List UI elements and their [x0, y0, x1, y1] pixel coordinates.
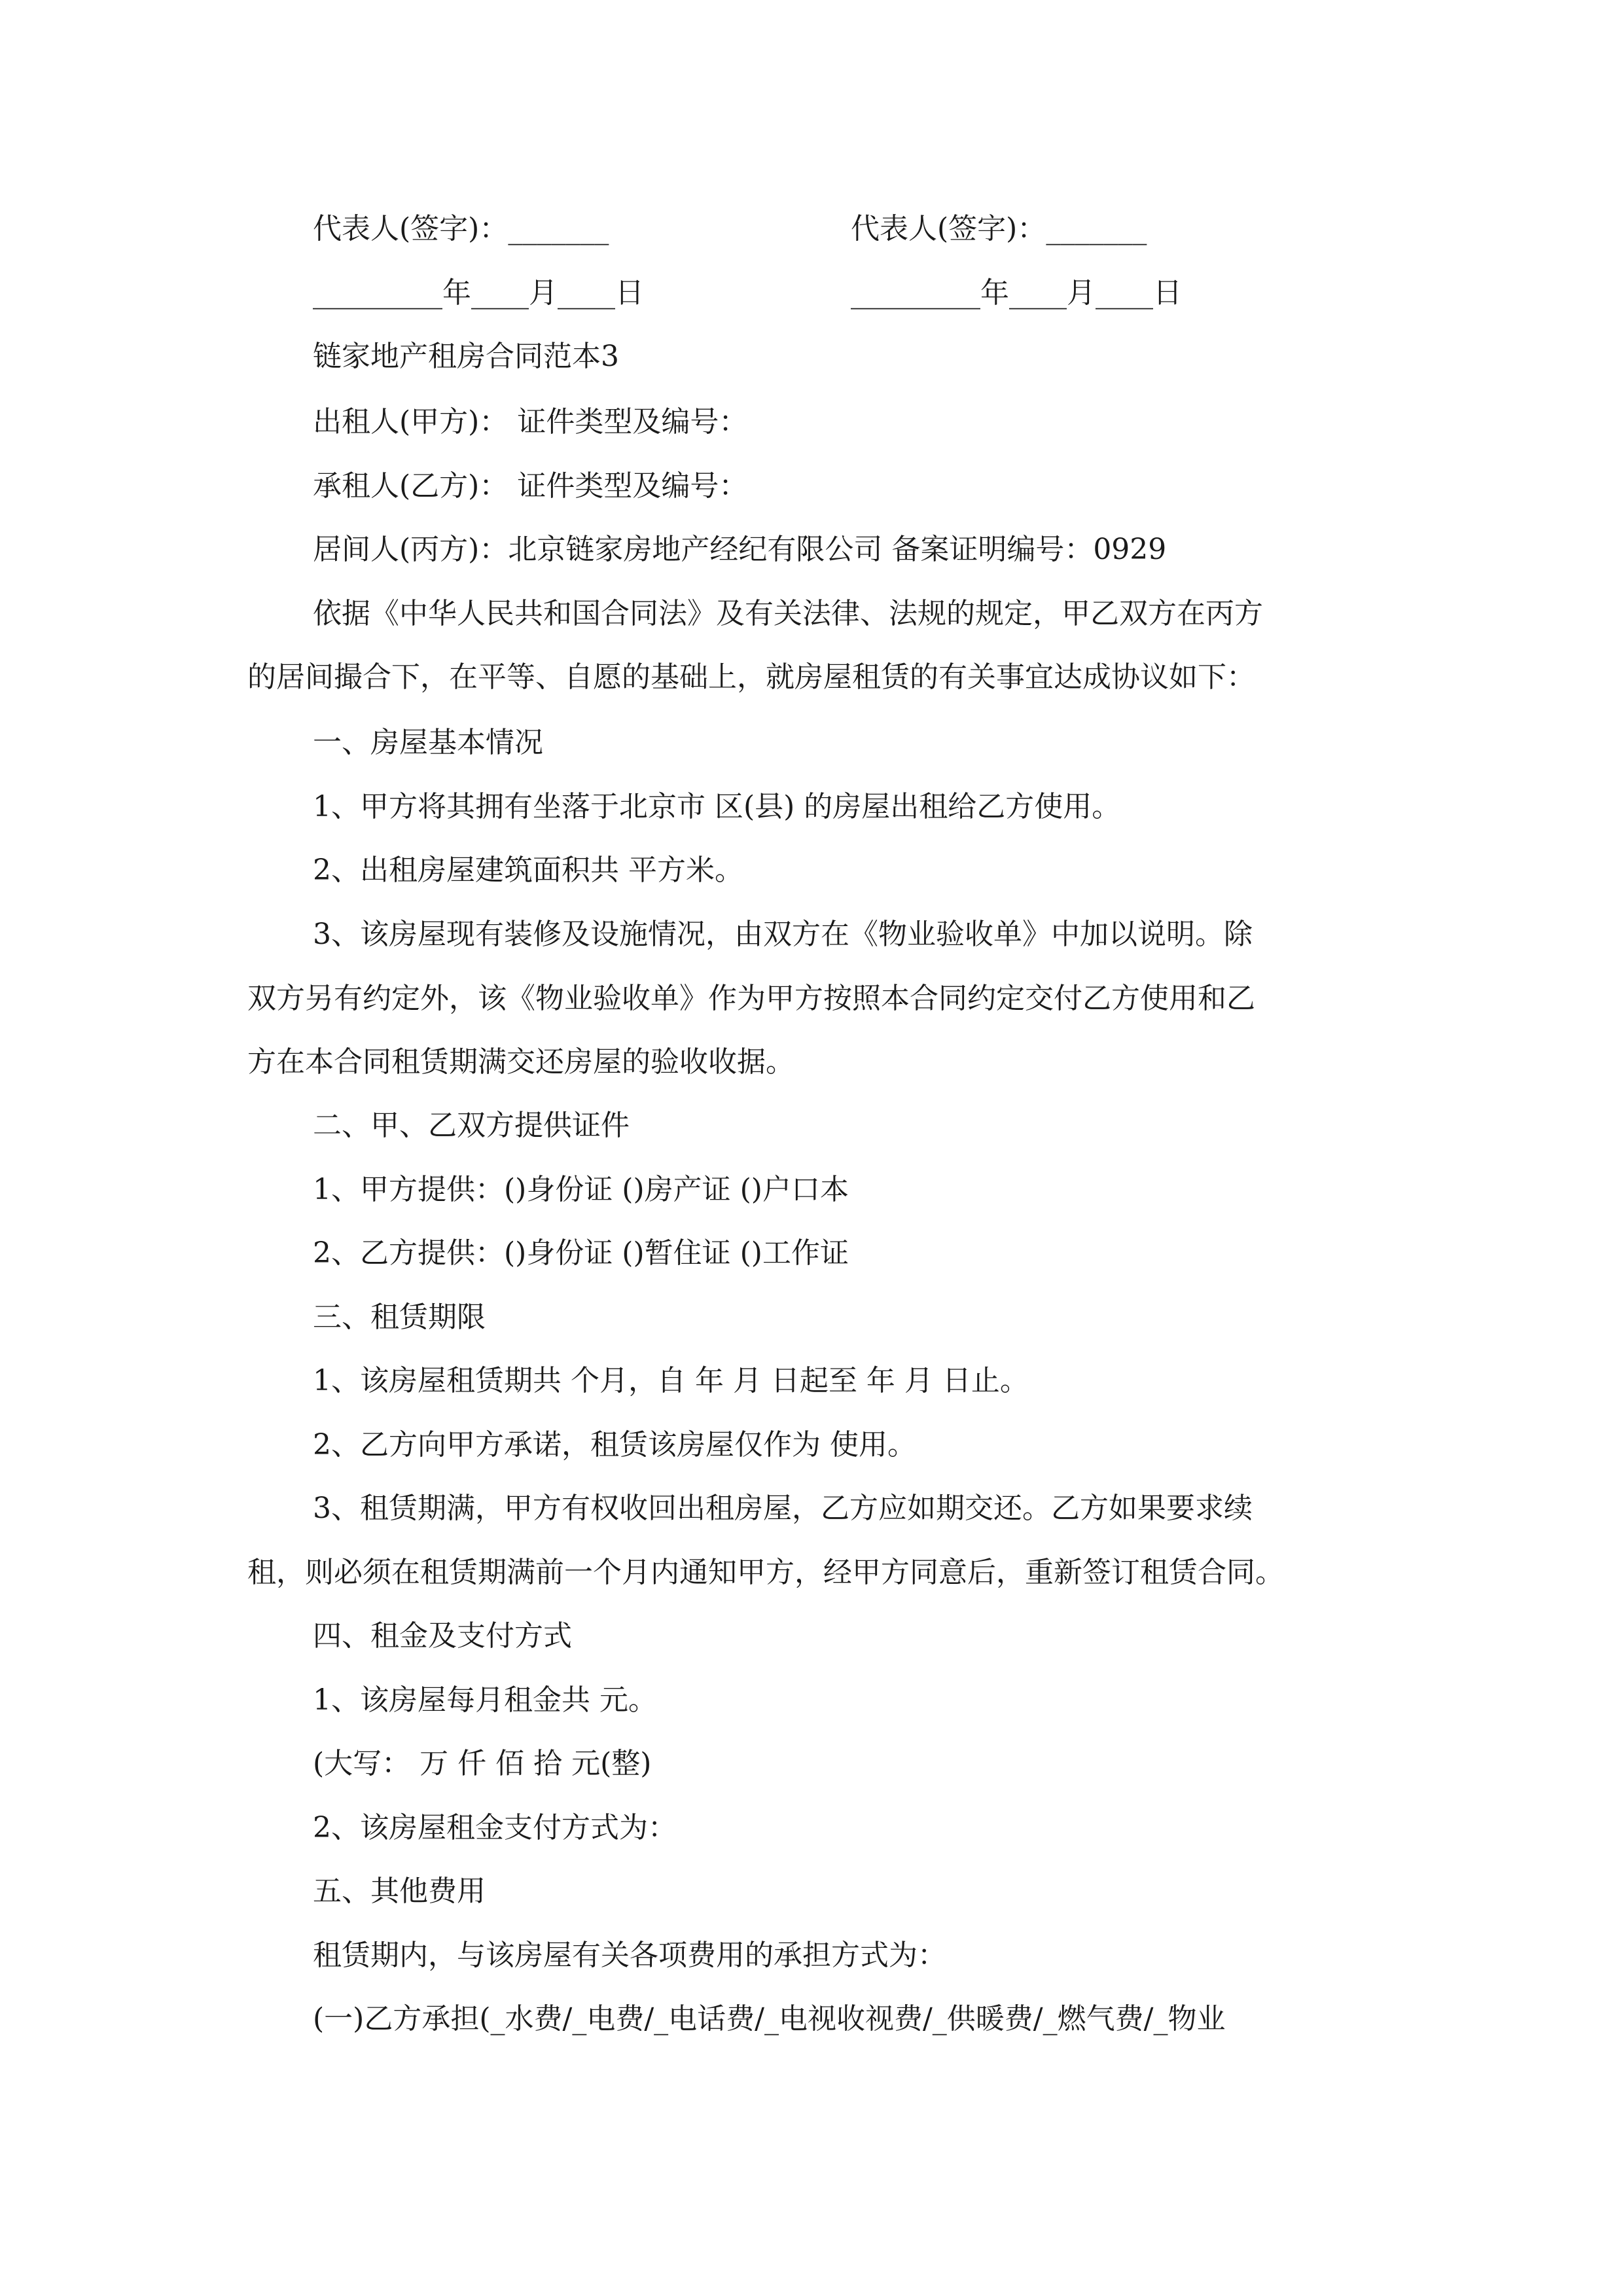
intro-paragraph-line-2: 的居间撮合下，在平等、自愿的基础上，就房屋租赁的有关事宜达成协议如下：: [247, 660, 1255, 694]
section-1-item-1: 1、甲方将其拥有坐落于北京市 区(县) 的房屋出租给乙方使用。: [313, 790, 1121, 823]
section-1-item-3-line-3: 方在本合同租赁期满交还房屋的验收收据。: [247, 1045, 794, 1079]
section-1-item-3-line-2: 双方另有约定外，该《物业验收单》作为甲方按照本合同约定交付乙方使用和乙: [247, 982, 1255, 1015]
section-5-heading: 五、其他费用: [313, 1874, 486, 1908]
left-representative-signature: 代表人(签字)：_______: [313, 212, 609, 245]
section-3-item-3-line-1: 3、租赁期满，甲方有权收回出租房屋，乙方应如期交还。乙方如果要求续: [313, 1492, 1253, 1525]
section-4-capital-amount: (大写： 万 仟 佰 拾 元(整): [313, 1747, 652, 1780]
lessee-line: 承租人(乙方)： 证件类型及编号：: [313, 469, 748, 503]
section-4-item-2: 2、该房屋租金支付方式为：: [313, 1811, 677, 1844]
contract-title: 链家地产租房合同范本3: [313, 340, 619, 373]
section-3-item-2: 2、乙方向甲方承诺，租赁该房屋仅作为 使用。: [313, 1428, 916, 1462]
intro-paragraph-line-1: 依据《中华人民共和国合同法》及有关法律、法规的规定，甲乙双方在丙方: [313, 597, 1263, 630]
section-3-item-3-line-2: 租，则必须在租赁期满前一个月内通知甲方，经甲方同意后，重新签订租赁合同。: [247, 1556, 1284, 1589]
section-2-heading: 二、甲、乙双方提供证件: [313, 1109, 630, 1142]
section-5-intro: 租赁期内，与该房屋有关各项费用的承担方式为：: [313, 1939, 946, 1972]
section-3-heading: 三、租赁期限: [313, 1300, 486, 1334]
left-signature-date: _________年____月____日: [313, 276, 644, 310]
right-representative-signature: 代表人(签字)：_______: [851, 212, 1147, 245]
section-1-heading: 一、房屋基本情况: [313, 726, 543, 759]
section-1-item-2: 2、出租房屋建筑面积共 平方米。: [313, 853, 743, 887]
broker-line: 居间人(丙方)：北京链家房地产经纪有限公司 备案证明编号：0929: [313, 533, 1167, 566]
section-3-item-1: 1、该房屋租赁期共 个月，自 年 月 日起至 年 月 日止。: [313, 1364, 1029, 1397]
section-1-item-3-line-1: 3、该房屋现有装修及设施情况，由双方在《物业验收单》中加以说明。除: [313, 918, 1253, 951]
section-2-item-2: 2、乙方提供：()身份证 ()暂住证 ()工作证: [313, 1236, 849, 1270]
lessor-line: 出租人(甲方)： 证件类型及编号：: [313, 405, 748, 439]
section-4-item-1: 1、该房屋每月租金共 元。: [313, 1683, 657, 1717]
section-5-item-1: (一)乙方承担(_水费/_电费/_电话费/_电视收视费/_供暖费/_燃气费/_物业: [313, 2002, 1226, 2036]
section-2-item-1: 1、甲方提供：()身份证 ()房产证 ()户口本: [313, 1173, 849, 1206]
section-4-heading: 四、租金及支付方式: [313, 1619, 572, 1653]
right-signature-date: _________年____月____日: [851, 276, 1182, 310]
